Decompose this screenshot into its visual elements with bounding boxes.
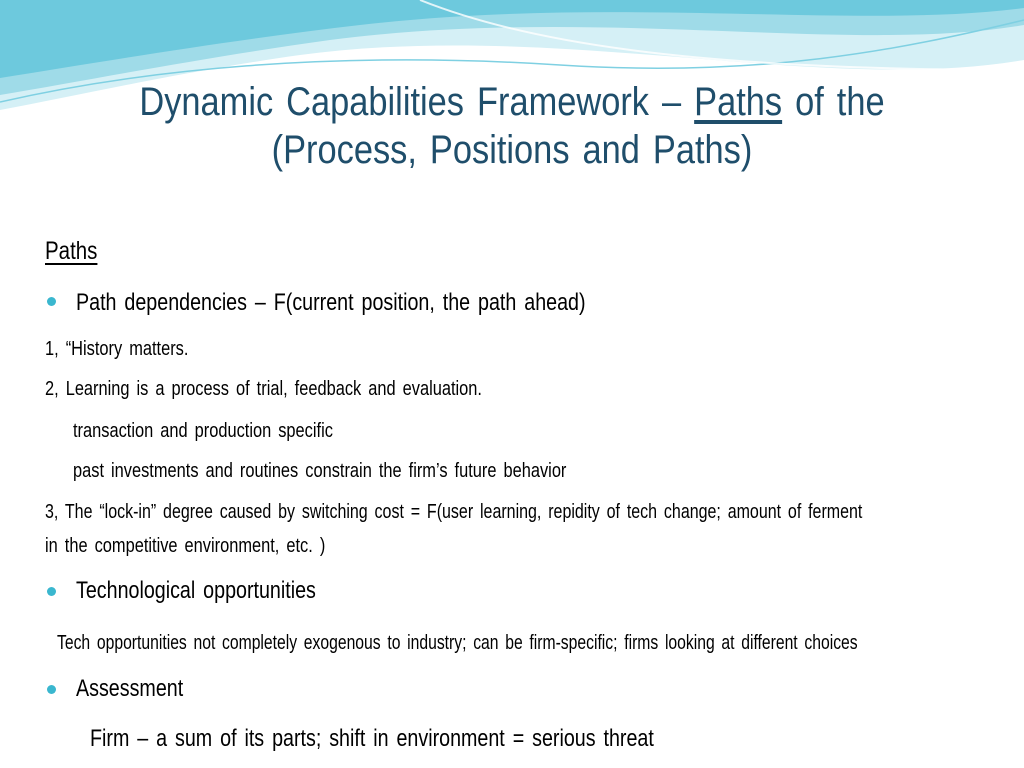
bullet-icon — [47, 685, 56, 694]
bullet-icon — [47, 587, 56, 596]
assessment-detail: Firm – a sum of its parts; shift in environment = serious threat — [90, 725, 654, 752]
bullet-technological-opportunities: Technological opportunities — [76, 577, 316, 604]
title-prefix: Dynamic Capabilities Framework – — [139, 80, 695, 124]
bullet-icon — [47, 297, 56, 306]
list-item-lock-in-line-1: 3, The “lock-in” degree caused by switching cost = F(user learning, repidity of tech change; amount of ferment — [45, 501, 863, 523]
sub-item-transaction: transaction and production specific — [73, 420, 333, 442]
list-item-learning: 2, Learning is a process of trial, feedback and evaluation. — [45, 378, 482, 400]
title-suffix: of the — [782, 80, 885, 124]
sub-item-past-investments: past investments and routines constrain the firm’s future behavior — [73, 460, 567, 482]
tech-opportunities-detail: Tech opportunities not completely exogenous to industry; can be firm-specific; firms looking at different choices — [57, 632, 858, 654]
title-paths-link: Paths — [694, 80, 783, 124]
bullet-assessment: Assessment — [76, 675, 184, 702]
title-line-2: (Process, Positions and Paths) — [271, 128, 753, 172]
list-item-history: 1, “History matters. — [45, 338, 189, 360]
section-heading: Paths — [45, 237, 98, 265]
bullet-path-dependencies: Path dependencies – F(current position, the path ahead) — [76, 289, 586, 316]
list-item-lock-in-line-2: in the competitive environment, etc. ) — [45, 535, 326, 557]
